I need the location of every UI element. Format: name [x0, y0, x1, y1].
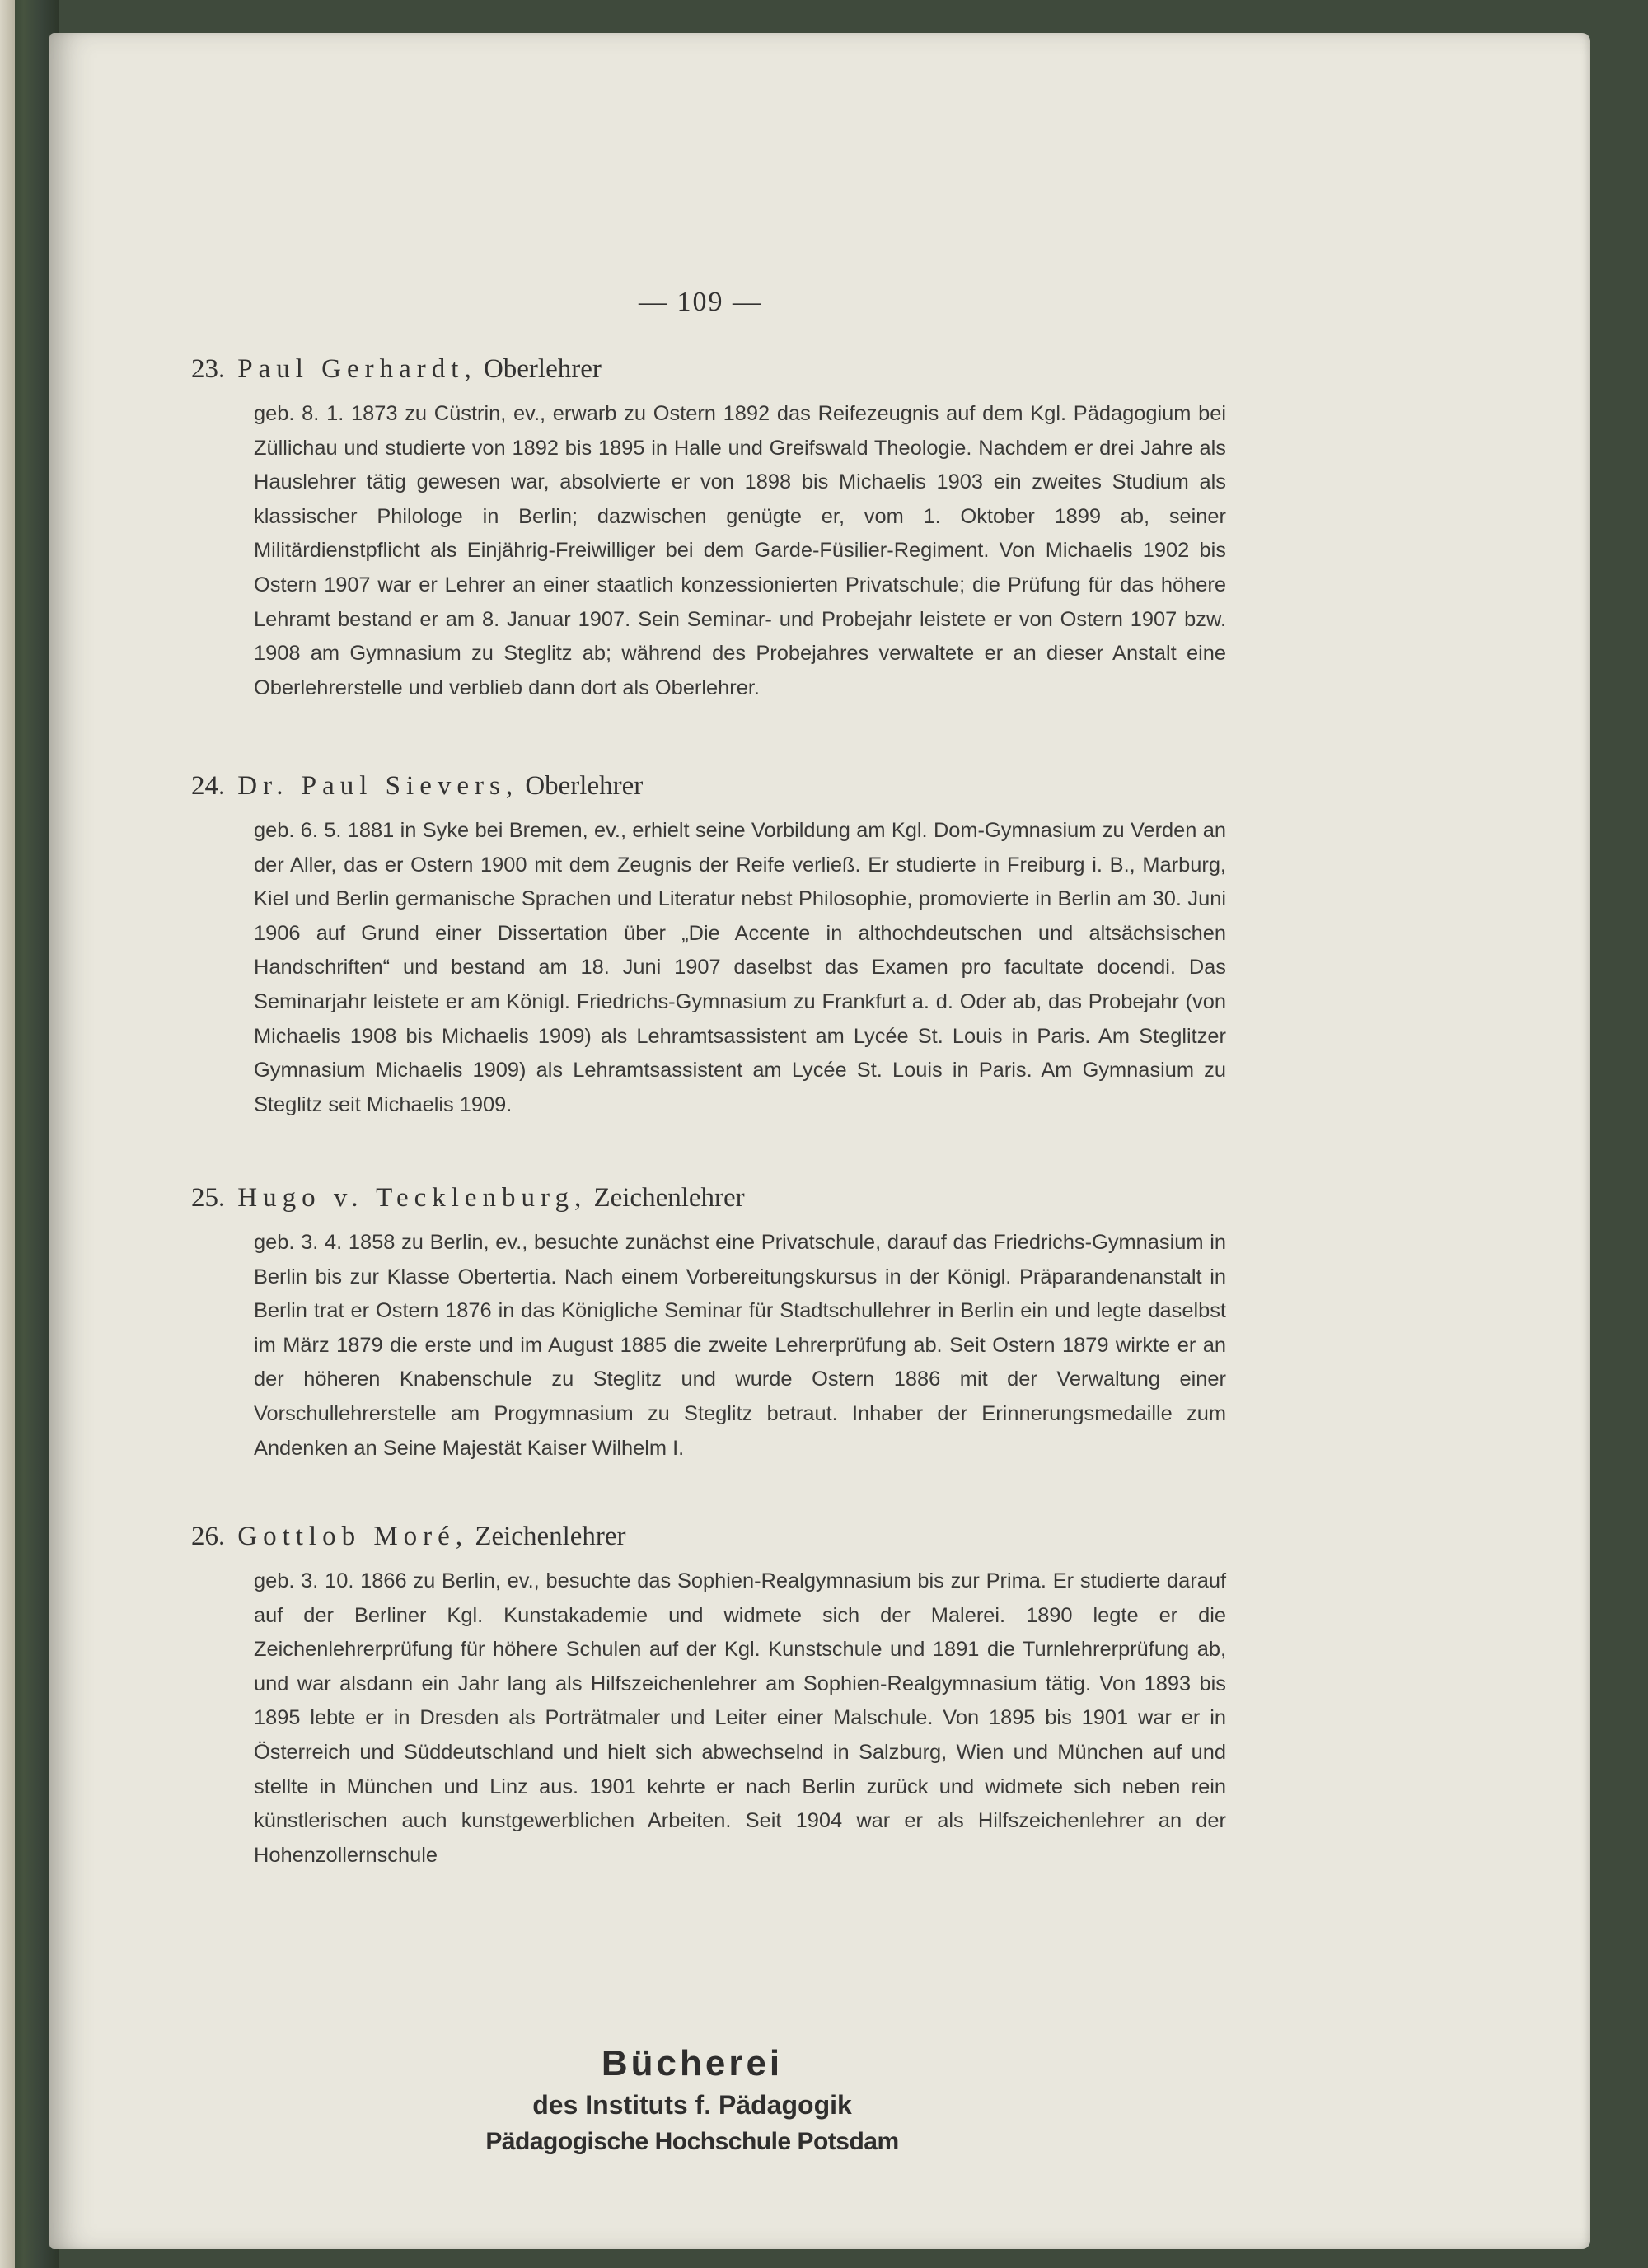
biography-entry-25 [191, 1180, 1225, 1466]
entry-heading [191, 1180, 1225, 1216]
page-number: — 109 — [639, 287, 762, 317]
entry-number: 24. [191, 771, 226, 801]
entry-number: 25. [191, 1183, 226, 1213]
entry-name: Dr. Paul Sievers, [237, 771, 519, 801]
biography-entry-23 [191, 351, 1225, 705]
biography-entry-24 [191, 768, 1225, 1122]
library-stamp [461, 2041, 923, 2160]
entry-heading [191, 1518, 1225, 1555]
entry-text: geb. 3. 4. 1858 zu Berlin, ev., besuchte zunächst eine Privatschule, darauf das Friedrichs-Gymnasium in Berlin bis zur Klasse Obertertia. Nach einem Vorbereitungskursus in der Königl. Präparandenanstalt in Berlin trat er Ostern 1876 in das Königliche Seminar für Stadtschullehrer in Berlin ein und legte daselbst im März 1879 die erste und im August 1885 die zweite Lehrerprüfung ab. Seit Ostern 1879 wirkte er an der höheren Knabenschule zu Steglitz und wurde Ostern 1886 mit der Verwaltung einer Vorschullehrerstelle am Progymnasium zu Steglitz betraut. Inhaber der Erinnerungsmedaille zum Andenken an Seine Majestät Kaiser Wilhelm I. [254, 1231, 1226, 1460]
entry-name: Hugo v. Tecklenburg, [237, 1183, 588, 1213]
entry-role: Zeichenlehrer [475, 1522, 626, 1551]
entry-text: geb. 6. 5. 1881 in Syke bei Bremen, ev., erhielt seine Vorbildung am Kgl. Dom-Gymnasium zu Verden an der Aller, das er Ostern 1900 mit dem Zeugnis der Reife verließ. Er studierte in Freiburg i. B., Marburg, Kiel und Berlin germanische Sprachen und Literatur nebst Philosophie, promovierte in Berlin am 30. Juni 1906 auf Grund einer Dissertation über „Die Accente in althochdeutschen und altsächsischen Handschriften“ und bestand am 18. Juni 1907 daselbst das Examen pro facultate docendi. Das Seminarjahr leistete er am Königl. Friedrichs-Gymnasium zu Frankfurt a. d. Oder ab, das Probejahr (von Michaelis 1908 bis Michaelis 1909) als Lehramtsassistent am Lycée St. Louis in Paris. Am Steglitzer Gymnasium Michaelis 1909) als Lehramtsassistent am Lycée St. Louis in Paris. Am Gymnasium zu Steglitz seit Michaelis 1909. [254, 819, 1226, 1116]
entry-name: Paul Gerhardt, [237, 354, 477, 384]
entry-text: geb. 3. 10. 1866 zu Berlin, ev., besuchte das Sophien-Realgymnasium bis zur Prima. Er studierte darauf auf der Berliner Kgl. Kunstakademie und widmete sich der Malerei. 1890 legte er die Zeichenlehrerprüfung für höhere Schulen auf der Kgl. Kunstschule und 1891 die Turnlehrerprüfung ab, und war alsdann ein Jahr lang als Hilfszeichenlehrer am Sophien-Realgymnasium tätig. Von 1893 bis 1895 lebte er in Dresden als Porträtmaler und Leiter einer Malschule. Von 1895 bis 1901 war er in Österreich und Süddeutschland und hielt sich abwechselnd in Salzburg, Wien und München auf und stellte in München und Linz aus. 1901 kehrte er nach Berlin zurück und widmete sich neben rein künstlerischen auch kunstgewerblichen Arbeiten. Seit 1904 war er als Hilfszeichenlehrer an der Hohenzollernschule [254, 1569, 1226, 1867]
biography-entry-26 [191, 1518, 1225, 1873]
entry-number: 23. [191, 354, 226, 384]
entry-name: Gottlob Moré, [237, 1522, 469, 1551]
entry-heading [191, 768, 1225, 804]
entry-role: Oberlehrer [483, 354, 602, 384]
entry-role: Oberlehrer [525, 771, 644, 801]
stamp-institute: des Instituts f. Pädagogik [532, 2090, 852, 2120]
entry-heading [191, 351, 1225, 387]
stamp-title: Bücherei [601, 2043, 784, 2083]
stamp-school: Pädagogische Hochschule Potsdam [485, 2128, 899, 2155]
entry-text: geb. 8. 1. 1873 zu Cüstrin, ev., erwarb zu Ostern 1892 das Reifezeugnis auf dem Kgl. Pädagogium bei Züllichau und studierte von 1892 bis 1895 in Halle und Greifswald Theologie. Nachdem er drei Jahre als Hauslehrer tätig gewesen war, absolvierte er von 1898 bis Michaelis 1903 ein zweites Studium als klassischer Philologe in Berlin; dazwischen genügte er, vom 1. Oktober 1899 ab, seiner Militärdienstpflicht als Einjährig-Freiwilliger bei dem Garde-Füsilier-Regiment. Von Michaelis 1902 bis Ostern 1907 war er Lehrer an einer staatlich konzessionierten Privatschule; die Prüfung für das höhere Lehramt bestand er am 8. Januar 1907. Sein Seminar- und Probejahr leistete er von Ostern 1907 bzw. 1908 am Gymnasium zu Steglitz ab; während des Probejahres verwaltete er an dieser Anstalt eine Oberlehrerstelle und verblieb dann dort als Oberlehrer. [254, 402, 1226, 699]
entry-role: Zeichenlehrer [593, 1183, 745, 1213]
entry-number: 26. [191, 1522, 226, 1551]
